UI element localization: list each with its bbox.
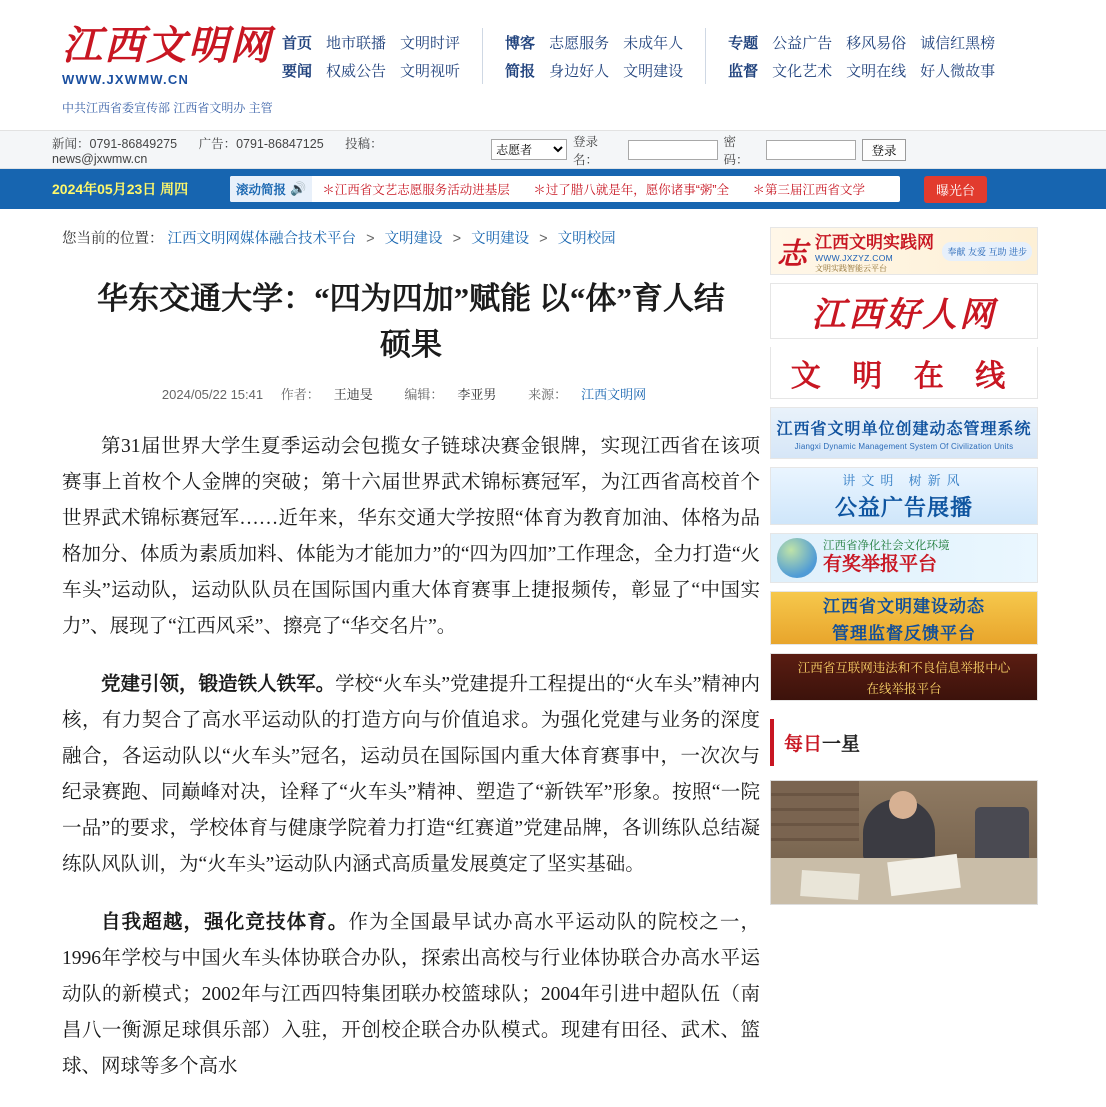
nav-link-culture-art[interactable]: 文化艺术 [772,62,833,80]
ticker-item[interactable]: ＊江西省文艺志愿服务活动进基层 [322,183,510,197]
article-column [0,227,760,1107]
logo-text-cn: 江西文明网 [62,23,272,68]
nav-link-bulletin[interactable]: 简报 [505,62,536,80]
nav-link-civilization-building[interactable]: 文明建设 [623,62,684,80]
breadcrumb-item-civilization-1[interactable]: 文明建设 [384,231,443,247]
nav-link-civilization-media[interactable]: 文明视听 [400,62,461,80]
banner-subtitle: 管理监督反馈平台 [832,624,976,643]
nav-row-6 [728,56,995,84]
nav-link-volunteer-service[interactable]: 志愿服务 [549,34,610,52]
sidebar-section-header [770,719,1038,766]
news-phone: 新闻：0791-86849275 [52,136,178,151]
banner-civilization-online[interactable] [770,347,1038,399]
banner-public-welfare-ad-broadcast[interactable] [770,467,1038,525]
breadcrumb-separator: > [366,231,375,247]
speaker-icon: 🔊 [290,181,307,196]
login-name-label: 登录名： [572,134,598,167]
nav-link-good-people-stories[interactable]: 好人微故事 [920,62,996,80]
nav-group-3 [706,28,1017,84]
breadcrumb-label: 您当前的位置： [62,231,164,247]
source-field [528,387,646,402]
ticker-tag [230,176,312,202]
banner-slogan: 讲文明 树新风 [842,473,966,488]
breadcrumb-item-civilized-campus[interactable]: 文明校园 [557,231,616,247]
banner-civilization-construction-supervision[interactable] [770,591,1038,645]
contact-login-bar [0,131,1106,169]
ticker-label: 滚动简报 [236,183,287,197]
banner-url: WWW.JXZYZ.COM [815,253,894,263]
banner-title: 江西省文明建设动态 [823,597,985,616]
paragraph-lead: 自我超越，强化竞技体育。 [101,912,349,933]
author-value: 王迪旻 [333,387,373,402]
nav-row-3 [505,28,683,56]
breadcrumb-separator: > [452,231,462,247]
login-name-input[interactable] [628,140,718,160]
login-form [491,132,1106,168]
main-navigation [260,14,1017,84]
banner-jiangxi-civilization-practice[interactable] [770,227,1038,275]
paragraph-lead: 党建引领，锻造铁人铁军。 [101,674,336,695]
site-header [0,0,1106,131]
nav-link-special-topic[interactable]: 专题 [728,34,759,52]
breadcrumb-item-platform[interactable]: 江西文明网媒体融合技术平台 [167,231,357,247]
nav-link-minors[interactable]: 未成年人 [623,34,684,52]
site-logo[interactable] [0,14,273,116]
globe-icon [777,538,817,578]
banner-title: 江西文明实践网 [815,233,934,252]
nav-link-civilization-review[interactable]: 文明时评 [400,34,461,52]
contact-info [0,134,491,166]
nav-row-2 [282,56,460,84]
editor-field [404,387,510,402]
submission-email: 投稿：news@jxwmw.cn [52,136,383,166]
nav-link-official-notice[interactable]: 权威公告 [326,62,387,80]
nav-link-public-welfare-ads[interactable]: 公益广告 [772,34,833,52]
daily-star-photo[interactable] [770,780,1038,905]
current-date: 2024年05月23日 周四 [52,181,189,197]
banner-subtitle: 在线举报平台 [866,681,942,696]
expose-button[interactable]: 曝光台 [924,176,987,203]
banner-title: 公益广告展播 [834,495,973,520]
article-body [62,429,760,1085]
editor-value: 李亚男 [457,387,497,402]
chair-decoration [975,807,1029,865]
banner-illegal-information-report-center[interactable] [770,653,1038,701]
article-meta [62,378,760,429]
banner-cultural-environment-reward-report[interactable] [770,533,1038,583]
banner-subtitle-en: Jiangxi Dynamic Management System Of Civilization Units [794,441,1014,451]
bookshelf-decoration [771,781,859,841]
author-label: 作者： [280,387,320,402]
ticker[interactable] [230,176,900,202]
banner-subtitle: 江西省净化社会文化环境 [823,539,950,552]
nav-link-integrity-list[interactable]: 诚信红黑榜 [920,34,996,52]
paper-decoration [800,870,860,900]
nav-link-headlines[interactable]: 要闻 [282,62,313,80]
logo-url: WWW.JXWMW.CN [62,72,190,87]
login-button[interactable]: 登录 [862,139,906,161]
section-title-rest: 一星 [822,734,861,755]
person-head [889,791,917,819]
sidebar-column [760,227,1106,1107]
page-title: 华东交通大学：“四为四加”赋能 以“体”育人结硕果 [97,281,725,362]
banner-title: 文 明 在 线 [790,359,1018,393]
page-body [0,209,1106,1107]
paragraph-text: 作为全国最早试办高水平运动队的院校之一，1996年学校与中国火车头体协联合办队，探索出高校与行业体协联合办高水平运动队的新模式；2002年与江西四特集团联办校篮球队；2004年引进中超队伍（南昌八一衡源足球俱乐部）入驻，开创校企联合办队模式。现建有田径、武术、篮球、网球等多个高水 [62,912,760,1077]
date-ticker-bar [0,169,1106,209]
banner-jiangxi-good-people-net[interactable] [770,283,1038,339]
source-label: 来源： [528,387,568,402]
author-field [281,387,387,402]
nav-link-civilization-online[interactable]: 文明在线 [846,62,907,80]
article-paragraph [62,905,760,1085]
banner-title: 江西省互联网违法和不良信息举报中心 [797,660,1011,675]
publish-time: 2024/05/22 15:41 [161,387,264,402]
banner-slogan: 奉献 友爱 互助 进步 [942,242,1032,261]
nav-row-5 [728,28,995,56]
password-input[interactable] [766,140,856,160]
nav-link-home[interactable]: 首页 [282,34,313,52]
nav-row-1 [282,28,460,56]
nav-link-good-people-around[interactable]: 身边好人 [549,62,610,80]
article-paragraph [62,429,760,645]
banner-subtitle: 文明实践智能云平台 [815,264,887,273]
banner-title: 有奖举报平台 [823,554,938,576]
source-link[interactable]: 江西文明网 [581,387,647,402]
paragraph-text: 第31届世界大学生夏季运动会包揽女子链球决赛金银牌，实现江西省在该项赛事上首枚个人金牌的突破；第十六届世界武术锦标赛冠军，为江西省高校首个世界武术锦标赛冠军……近年来，华东交通大学按照“体育为教育加油、体格为品格加分、体质为素质加料、体能为才能加力”的“四为四加”工作理念，全力打造“火车头”运动队，运动队队员在国际国内重大体育赛事上捷报频传，彰显了“中国实力”、展现了“江西风采”、擦亮了“华交名片”。 [62,436,760,637]
password-label: 密码： [723,134,749,167]
nav-group-1 [260,28,483,84]
role-select[interactable] [491,139,567,160]
nav-link-city-broadcast[interactable]: 地市联播 [326,34,387,52]
breadcrumb-separator: > [539,231,548,247]
breadcrumb [62,227,760,266]
article-paragraph [62,667,760,883]
paragraph-text: 学校“火车头”党建提升工程提出的“火车头”精神内核，有力契合了高水平运动队的打造方向与价值追求。为强化党建与业务的深度融合，各运动队以“火车头”冠名，运动员在国际国内重大体育赛事中，一次次与纪录赛跑、同巅峰对决，诠释了“火车头”精神、塑造了“新铁军”形象。按照“一院一品”的要求，学校体育与健康学院着力打造“红赛道”党建品牌，各训练队总结凝练队风队训，为“火车头”运动队内涵式高质量发展奠定了坚实基础。 [62,674,760,875]
ticker-items [312,180,885,198]
nav-group-2 [483,28,706,84]
zhi-character-icon: 志 [777,238,807,271]
ticker-item[interactable]: ＊过了腊八就是年，愿你诸事“粥”全 [533,183,730,197]
banner-title: 江西好人网 [811,296,997,334]
ticker-item[interactable]: ＊第三届江西省文学 [752,183,866,197]
ads-phone: 广告：0791-86847125 [198,136,324,151]
nav-link-supervision[interactable]: 监督 [728,62,759,80]
editor-label: 编辑： [404,387,444,402]
nav-link-blog[interactable]: 博客 [505,34,536,52]
nav-row-4 [505,56,683,84]
logo-subtitle: 中共江西省委宣传部 江西省文明办 主管 [62,101,273,115]
breadcrumb-item-civilization-2[interactable]: 文明建设 [471,231,530,247]
banner-title: 江西省文明单位创建动态管理系统 [776,420,1032,438]
nav-link-customs-reform[interactable]: 移风易俗 [846,34,907,52]
section-title-highlight: 每日 [784,734,823,755]
banner-civilized-unit-management-system[interactable] [770,407,1038,459]
